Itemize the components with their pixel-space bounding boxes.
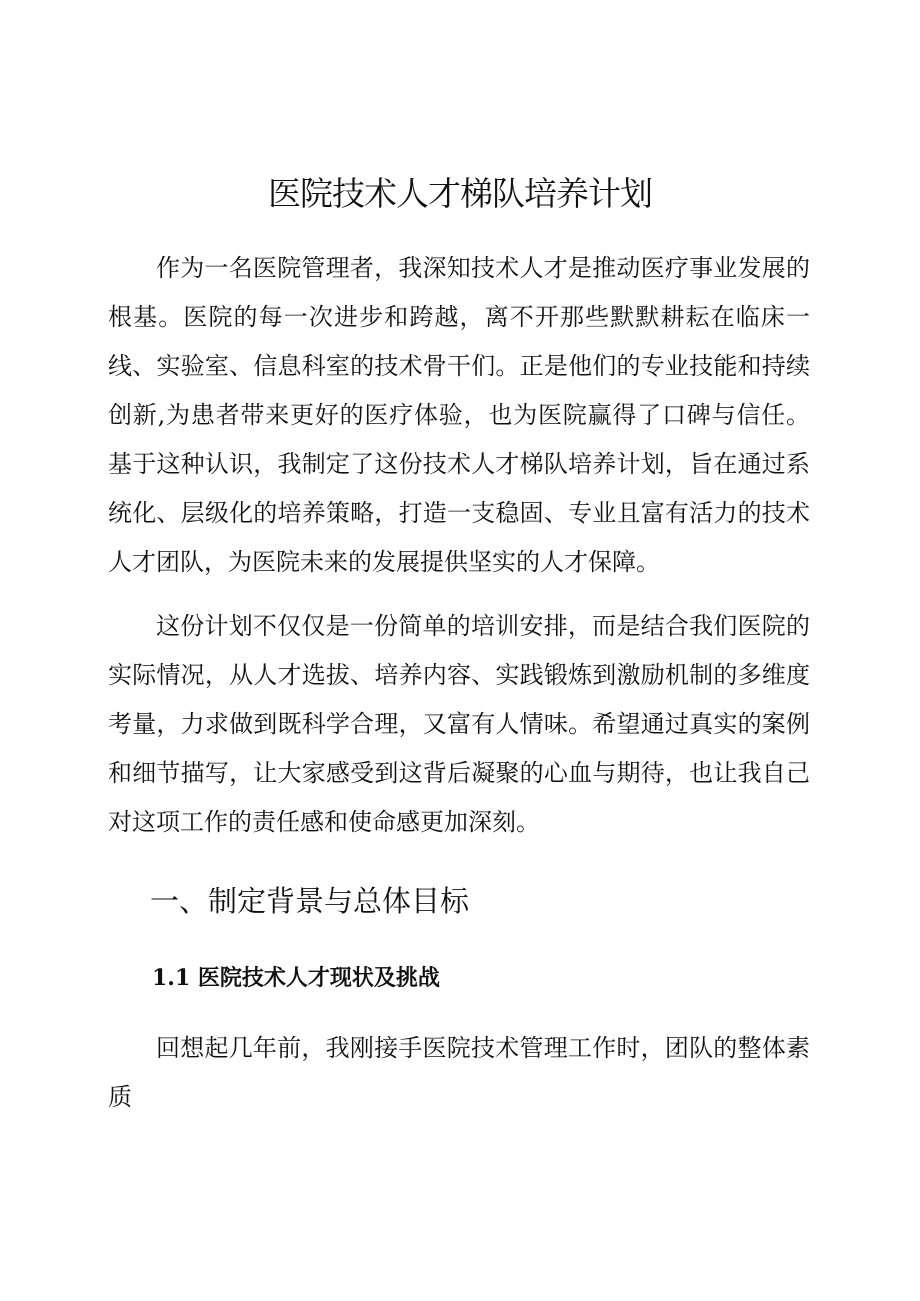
plan-description-paragraph: 这份计划不仅仅是一份简单的培训安排，而是结合我们医院的实际情况，从人才选拔、培养内容、实践锻炼到激励机制的多维度考量，力求做到既科学合理，又富有人情味。希望通过真实的案例和细节描写，让大家感受到这背后凝聚的心血与期待，也让我自己对这项工作的责任感和使命感更加深刻。 (108, 612, 810, 836)
body-paragraph: 回想起几年前，我刚接手医院技术管理工作时，团队的整体素质 (108, 1034, 810, 1111)
section-heading: 一、制定背景与总体目标 (150, 884, 470, 918)
intro-paragraph: 作为一名医院管理者，我深知技术人才是推动医疗事业发展的根基。医院的每一次进步和跨越，离不开那些默默耕耘在临床一线、实验室、信息科室的技术骨干们。正是他们的专业技能和持续创新,为患者带来更好的医疗体验，也为医院赢得了口碑与信任。基于这种认识，我制定了这份技术人才梯队培养计划，旨在通过系统化、层级化的培养策略，打造一支稳固、专业且富有活力的技术人才团队，为医院未来的发展提供坚实的人才保障。 (108, 254, 810, 576)
subsection-heading: 1.1 医院技术人才现状及挑战 (152, 965, 440, 991)
document-title: 医院技术人才梯队培养计划 (268, 174, 652, 213)
